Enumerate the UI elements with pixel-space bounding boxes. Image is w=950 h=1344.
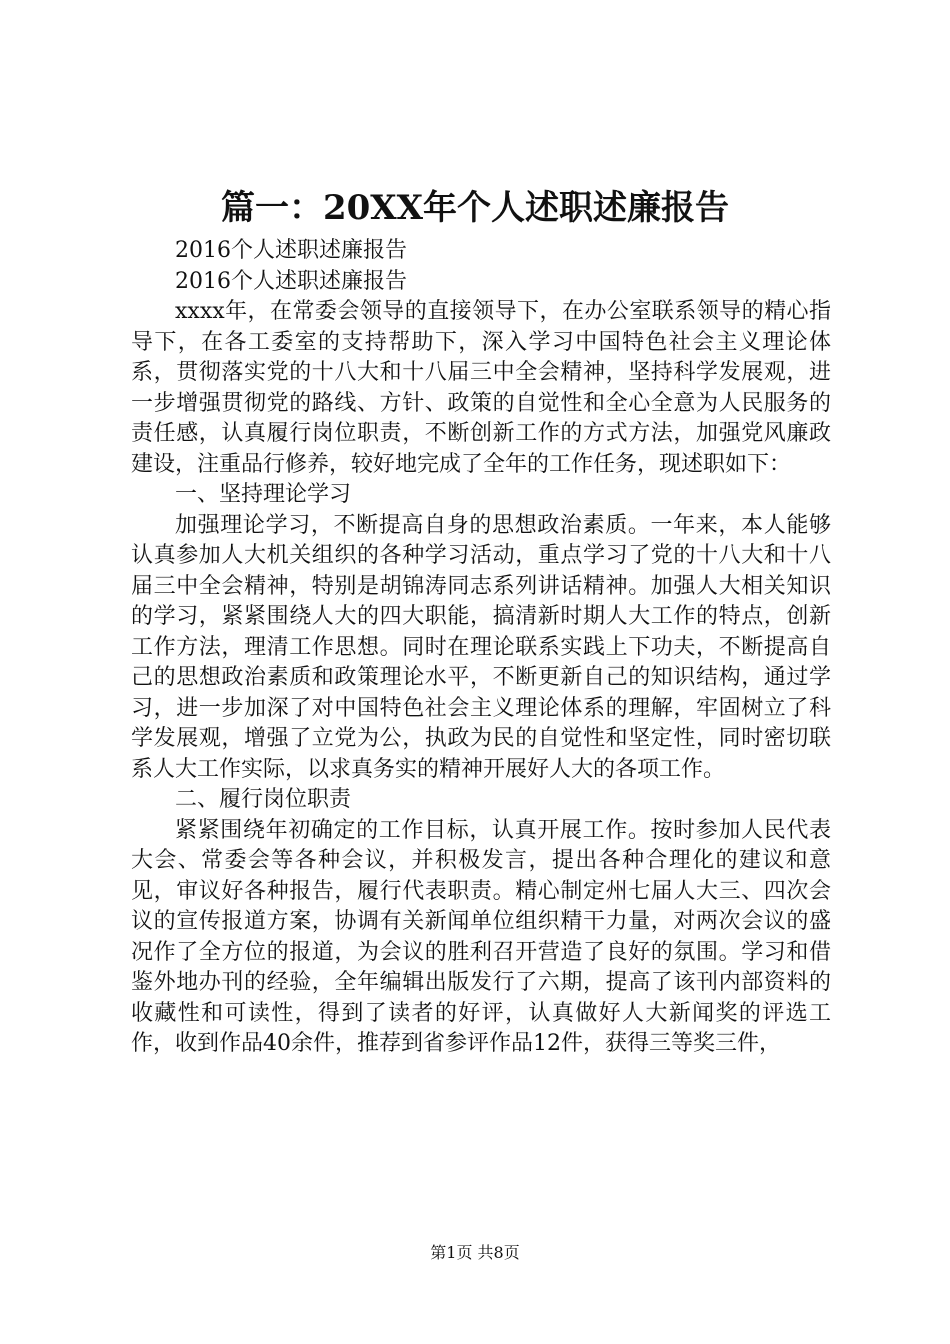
document-body [131, 236, 831, 1060]
document-title: 篇一：20XX年个人述职述廉报告 [220, 188, 730, 228]
paragraph-intro: xxxx年，在常委会领导的直接领导下，在办公室联系领导的精心指导下，在各工委室的支持帮助下，深入学习中国特色社会主义理论体系，贯彻落实党的十八大和十八届三中全会精神，坚持科学发展观，进一步增强贯彻党的路线、方针、政策的自觉性和全心全意为人民服务的责任感，认真履行岗位职责，不断创新工作的方式方法，加强党风廉政建设，注重品行修养，较好地完成了全年的工作任务，现述职如下： [131, 299, 831, 477]
section-heading-1: 一、坚持理论学习 [175, 482, 352, 507]
paragraph-duties: 紧紧围绕年初确定的工作目标，认真开展工作。按时参加人民代表大会、常委会等各种会议，并积极发言，提出各种合理化的建议和意见，审议好各种报告，履行代表职责。精心制定州七届人大三、四次会议的宣传报道方案，协调有关新闻单位组织精干力量，对两次会议的盛况作了全方位的报道，为会议的胜利召开营造了良好的氛围。学习和借鉴外地办刊的经验，全年编辑出版发行了六期，提高了该刊内部资料的收藏性和可读性，得到了读者的好评，认真做好人大新闻奖的评选工作，收到作品40余件，推荐到省参评作品12件，获得三等奖三件， [131, 817, 831, 1056]
paragraph-theory-study: 加强理论学习，不断提高自身的思想政治素质。一年来，本人能够认真参加人大机关组织的各种学习活动，重点学习了党的十八大和十八届三中全会精神，特别是胡锦涛同志系列讲话精神。加强人大相关知识的学习，紧紧围绕人大的四大职能，搞清新时期人大工作的特点，创新工作方法，理清工作思想。同时在理论联系实践上下功夫，不断提高自己的思想政治素质和政策理论水平，不断更新自己的知识结构，通过学习，进一步加深了对中国特色社会主义理论体系的理解，牢固树立了科学发展观，增强了立党为公，执政为民的自觉性和坚定性，同时密切联系人大工作实际，以求真务实的精神开展好人大的各项工作。 [131, 512, 831, 782]
paragraph-subtitle-2: 2016个人述职述廉报告 [175, 268, 407, 294]
page-number-footer: 第1页 共8页 [430, 1243, 520, 1262]
section-heading-2: 二、履行岗位职责 [175, 787, 352, 812]
paragraph-subtitle-1: 2016个人述职述廉报告 [175, 238, 407, 263]
